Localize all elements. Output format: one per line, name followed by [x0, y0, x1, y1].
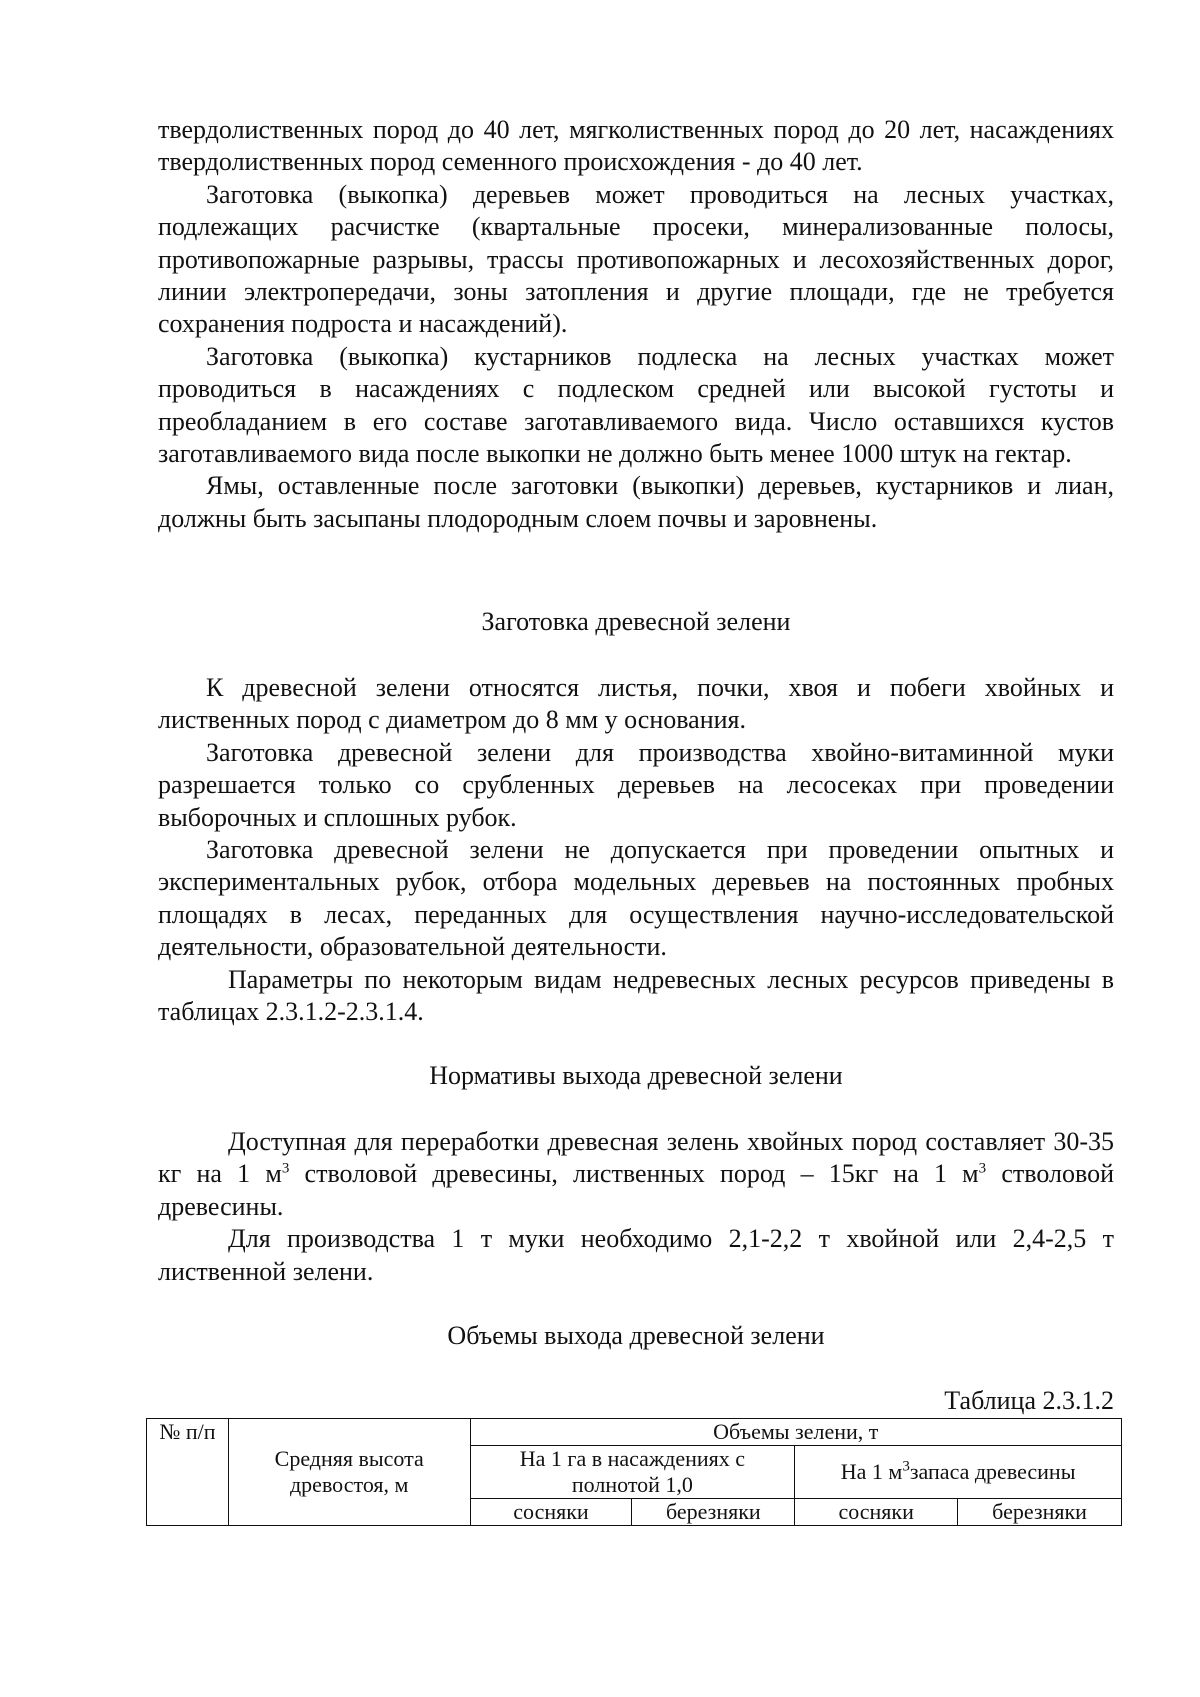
header-cell-pine: сосняки	[470, 1499, 632, 1526]
header-cell-birch: березняки	[958, 1499, 1122, 1526]
paragraph: Заготовка (выкопка) кустарников подлеска на лесных участках может проводиться в насаждениях с подлеском средней или высокой густоты и преобладанием в его составе заготавливаемого вида. Число оставшихся кустов заготавливаемого вида после выкопки не должно быть менее 1000 штук на гектар.	[158, 341, 1114, 469]
header-cell-group: Объемы зелени, т	[470, 1419, 1121, 1446]
header-cell-no: № п/п	[147, 1419, 229, 1526]
paragraph-text: стволовой древесины, лиственных пород – 15кг на 1 м	[289, 1159, 979, 1189]
text-block-1	[158, 114, 1114, 535]
superscript: 3	[902, 1458, 910, 1475]
paragraph: Заготовка древесной зелени для производства хвойно-витаминной муки разрешается только со срубленных деревьев на лесосеках при проведении выборочных и сплошных рубок.	[158, 737, 1114, 832]
paragraph: Параметры по некоторым видам недревесных лесных ресурсов приведены в таблицах 2.3.1.2-2.3.1.4.	[158, 964, 1114, 1027]
header-cell-per-m3	[795, 1446, 1122, 1499]
section-heading: Заготовка древесной зелени	[481, 607, 791, 636]
paragraph-text: Доступная для переработки древесная зелень хвойных пород составляет 30-35 кг на 1 м	[158, 1127, 1114, 1189]
paragraph-text: стволовой древесины.	[158, 1159, 1114, 1221]
header-cell-pine: сосняки	[795, 1499, 958, 1526]
paragraph: Ямы, оставленные после заготовки (выкопки) деревьев, кустарников и лиан, должны быть засыпаны плодородным слоем почвы и заровнены.	[158, 471, 1114, 533]
text-block-3	[158, 1126, 1114, 1288]
section-heading: Объемы выхода древесной зелени	[447, 1321, 825, 1350]
header-cell-per-ha: На 1 га в насаждениях с полнотой 1,0	[470, 1446, 795, 1499]
text-block-2	[158, 672, 1114, 1028]
header-text: запаса древесины	[909, 1459, 1076, 1484]
paragraph	[158, 1126, 1114, 1223]
header-cell-birch: березняки	[632, 1499, 795, 1526]
superscript: 3	[281, 1160, 290, 1177]
paragraph: твердолиственных пород до 40 лет, мягколиственных пород до 20 лет, насаждениях твердолиственных пород семенного происхождения - до 40 лет.	[158, 115, 1114, 177]
superscript: 3	[978, 1160, 987, 1177]
paragraph: Заготовка древесной зелени не допускается при проведении опытных и экспериментальных рубок, отбора модельных деревьев на постоянных пробных площадях в лесах, переданных для осуществления научно-исследовательской деятельности, образовательной деятельности.	[158, 835, 1114, 962]
paragraph: Заготовка (выкопка) деревьев может проводиться на лесных участках, подлежащих расчистке (квартальные просеки, минерализованные полосы, противопожарные разрывы, трассы противопожарных и лесохозяйственных дорог, линии электропередачи, зоны затопления и другие площади, где не требуется сохранения подроста и насаждений).	[158, 179, 1114, 339]
table-label: Таблица 2.3.1.2	[944, 1386, 1114, 1415]
section-heading: Нормативы выхода древесной зелени	[429, 1061, 843, 1090]
volumes-table	[146, 1418, 1122, 1526]
header-text: На 1 м	[840, 1459, 903, 1484]
paragraph: К древесной зелени относятся листья, почки, хвоя и побеги хвойных и лиственных пород с диаметром до 8 мм у основания.	[158, 673, 1114, 735]
paragraph: Для производства 1 т муки необходимо 2,1-2,2 т хвойной или 2,4-2,5 т лиственной зелени.	[158, 1224, 1114, 1286]
header-cell-height: Средняя высота древостоя, м	[228, 1419, 470, 1526]
